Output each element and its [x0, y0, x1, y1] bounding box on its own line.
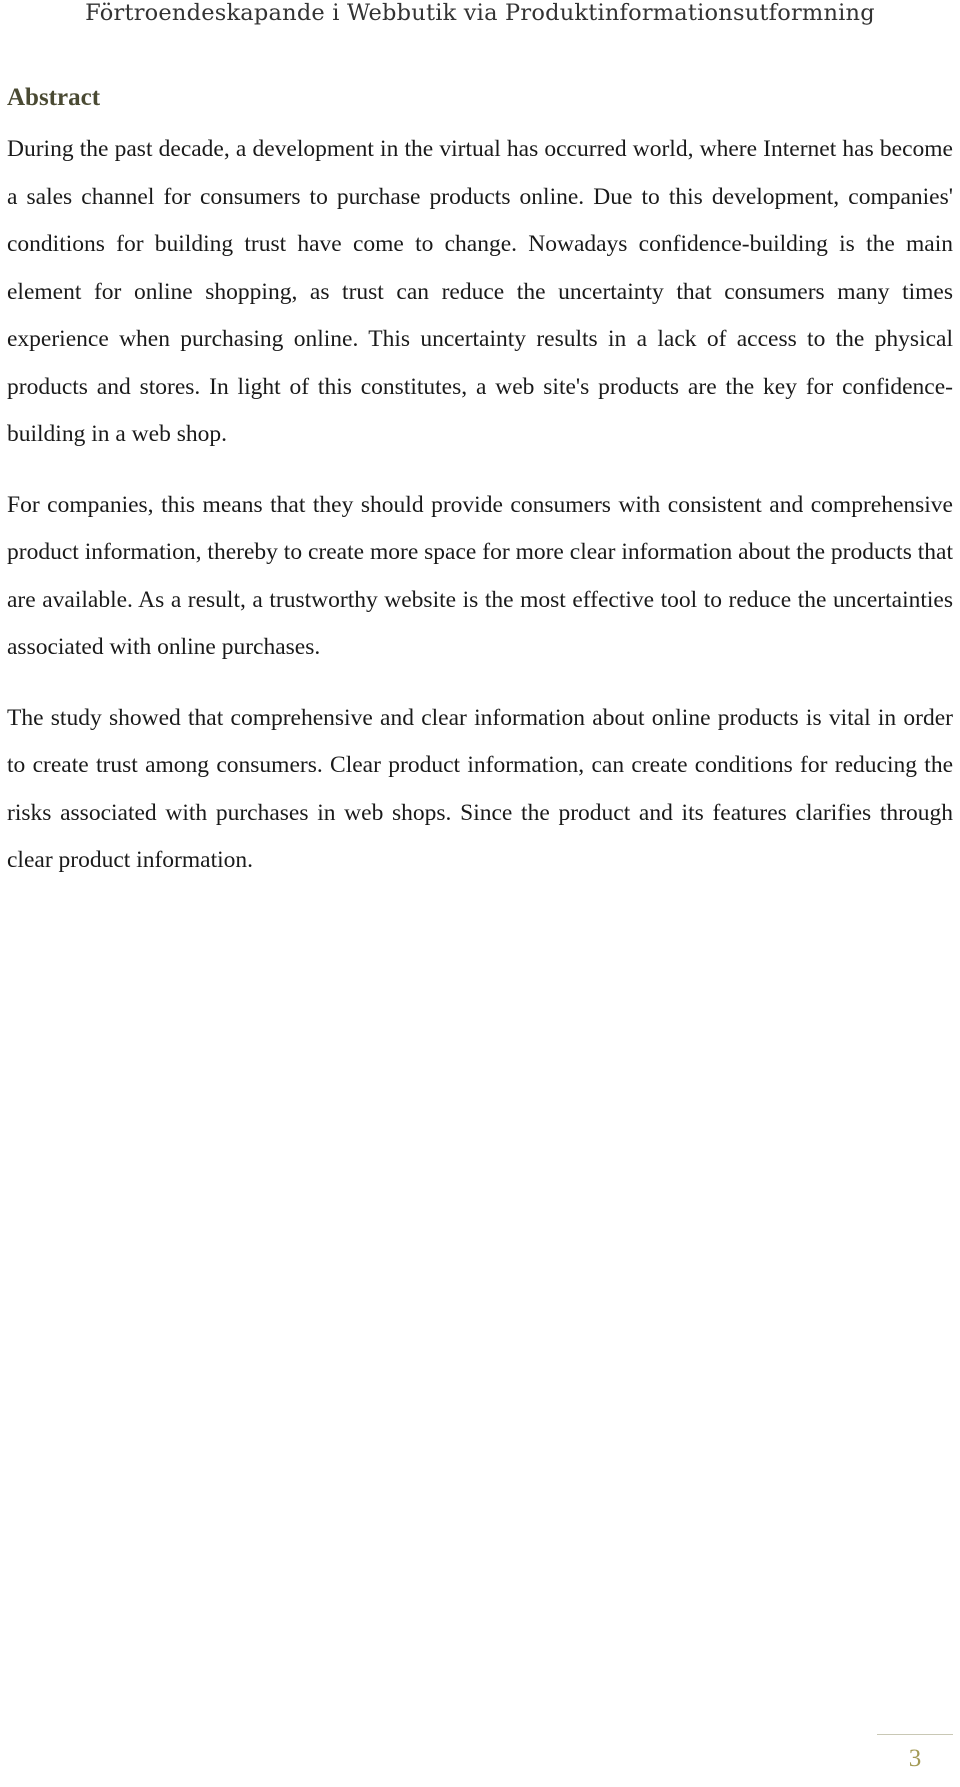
abstract-body	[7, 126, 953, 908]
abstract-heading: Abstract	[7, 84, 101, 111]
page-number: 3	[908, 1745, 922, 1772]
footer-divider	[877, 1734, 953, 1735]
abstract-paragraph-2: For companies, this means that they should provide consumers with consistent and comprehensive product information, thereby to create more space for more clear information about the products that are available. As a result, a trustworthy website is the most effective tool to reduce the uncertainties associated with online purchases.	[7, 491, 953, 660]
abstract-paragraph-3: The study showed that comprehensive and clear information about online products is vital in order to create trust among consumers. Clear product information, can create conditions for reducing the risks associated with purchases in web shops. Since the product and its features clarifies through clear product information.	[7, 704, 953, 873]
abstract-paragraph-1: During the past decade, a development in the virtual has occurred world, where Internet has become a sales channel for consumers to purchase products online. Due to this development, companies' conditions for building trust have come to change. Nowadays confidence-building is the main element for online shopping, as trust can reduce the uncertainty that consumers many times experience when purchasing online. This uncertainty results in a lack of access to the physical products and stores. In light of this constitutes, a web site's products are the key for confidence-building in a web shop.	[7, 136, 953, 447]
running-header: Förtroendeskapande i Webbutik via Produktinformationsutformning	[85, 0, 875, 26]
